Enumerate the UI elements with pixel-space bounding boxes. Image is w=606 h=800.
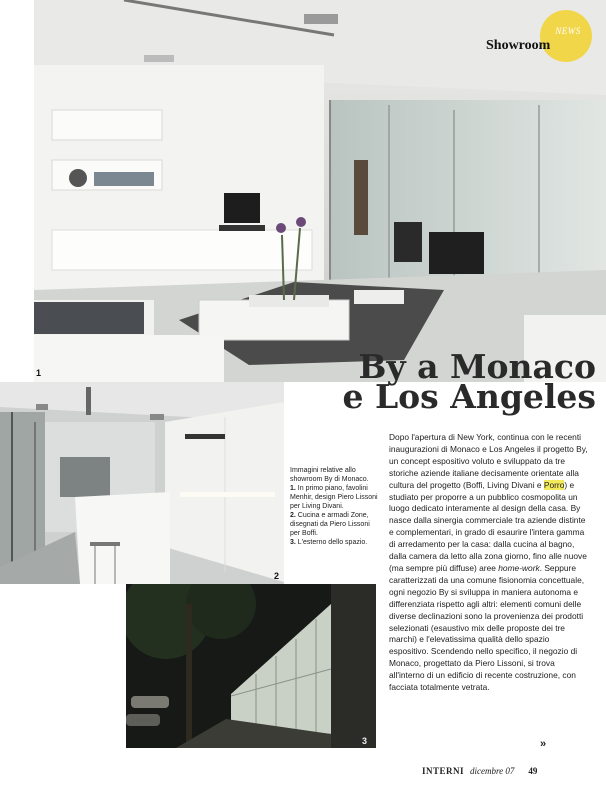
exterior-night-photo [126, 584, 376, 748]
kitchen-illustration [0, 382, 284, 584]
caption-item3-text: L'esterno dello spazio. [295, 539, 368, 546]
caption-item1-number: 1. [290, 485, 296, 492]
showroom-interior-illustration [34, 0, 606, 386]
page-number: 49 [528, 766, 538, 776]
news-badge [540, 10, 592, 62]
body-italic-term: home-work [498, 562, 540, 573]
issue-date: dicembre 07 [470, 766, 515, 776]
body-text-part-3: . Seppure caratterizzati da una comune fisionomia concettuale, ogni negozio By si sviluppa in maniera autonoma e differenziata rispetto agli altri: elementi comuni delle diverse declinazioni sono la provenienza dei prodotti selezionati (esaustivo mix delle proposte dei tre marchi) e l'elevatissima qualità dello spazio espositivo. Scendendo nello specifico, il negozio di Monaco, progettato da Piero Lissoni, si trova all'interno di un edificio di recente costruzione, con facciata totalmente vetrata. [389, 562, 585, 693]
showroom-interior-photo [34, 0, 606, 386]
caption-item1-text: In primo piano, favolini Menhir, design Piero Lissoni per Living Divani. [290, 485, 378, 510]
headline-line-1: By a Monaco [358, 347, 596, 386]
caption-intro: Immagini relative allo showroom By di Monaco. [290, 467, 369, 483]
continue-arrow-icon: » [540, 738, 547, 750]
article-body [389, 432, 589, 694]
headline-line-2: e Los Angeles [342, 377, 596, 416]
body-text-part-2: ) e studiato per proporre a un pubblico cosmopolita un luogo dedicato interamente al design della casa. By nasce dalla sinergia commerciale tra aziende distinte e complementari, in grado di esaurire l'intera gamma di arredamento per la casa: dalla cucina al bagno, dalla camera da letto alla zona giorno, fino alle nuove (ma sempre più diffuse) aree [389, 479, 587, 573]
news-badge-label: NEWS [555, 26, 581, 36]
section-title: Showroom [486, 38, 551, 53]
highlighted-brand: Porro [543, 479, 565, 490]
photo-number-3: 3 [362, 736, 368, 746]
caption-item2-text: Cucina e armadi Zone, disegnati da Piero Lissoni per Boffi. [290, 512, 370, 537]
page-footer [422, 766, 537, 776]
photo-number-2: 2 [274, 571, 280, 581]
photo-number-1: 1 [36, 368, 42, 378]
caption-item2-number: 2. [290, 512, 296, 519]
magazine-name: INTERNI [422, 766, 465, 776]
article-headline [296, 347, 596, 416]
photo-caption [290, 466, 380, 547]
kitchen-photo [0, 382, 284, 584]
body-text-part-1: Dopo l'apertura di New York, continua con le recenti inaugurazioni di Monaco e Los Angeles il progetto By, un concept espositivo voluto e sviluppato da tre storiche aziende italiane decisamente orientate alla cultura del progetto (Boffi, Living Divani e [389, 432, 588, 490]
caption-item3-number: 3. [290, 539, 296, 546]
exterior-illustration [126, 584, 376, 748]
